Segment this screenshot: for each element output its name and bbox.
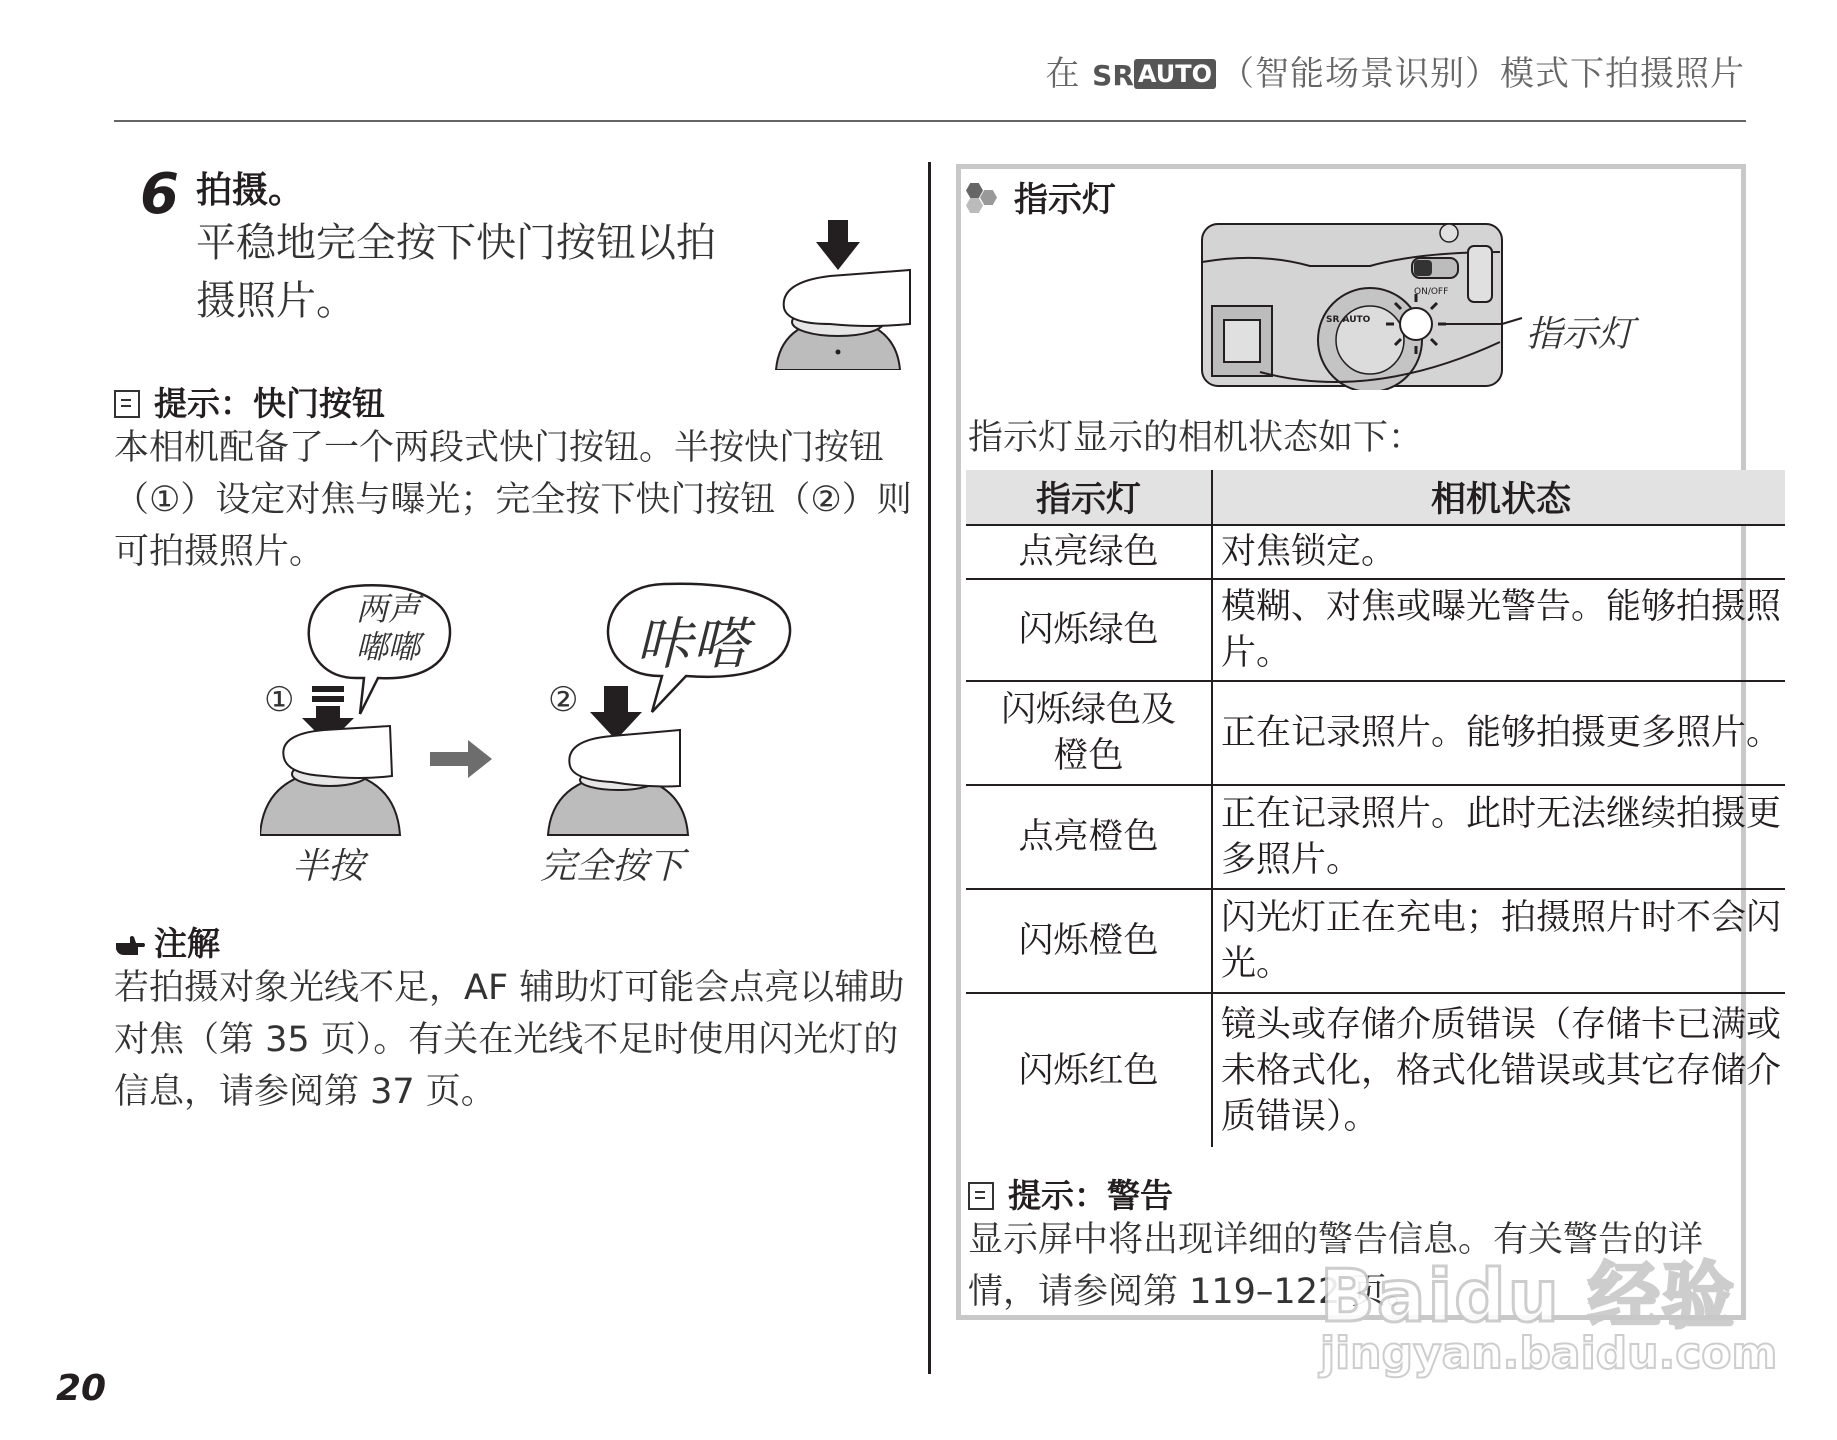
caption-half-press: 半按 (292, 846, 365, 887)
switch-label: ON/OFF (1414, 287, 1449, 297)
lamp-cell: 闪烁绿色及橙色 (966, 681, 1212, 785)
note-heading (114, 918, 220, 965)
tip-shutter-line: 本相机配备了一个两段式快门按钮。半按快门按钮 (114, 428, 885, 468)
running-header (1045, 46, 1745, 95)
lamp-cell: 闪烁橙色 (966, 889, 1212, 993)
table-header-row (966, 470, 1785, 525)
table-row (966, 579, 1785, 681)
tip-shutter-heading (114, 378, 385, 425)
header-sr-badge: SR (1092, 59, 1134, 92)
column-divider (928, 162, 931, 1374)
marker-full-press: ② (548, 680, 579, 720)
tip-note-icon (968, 1182, 994, 1210)
page-number: 20 (56, 1368, 107, 1409)
indicator-box-heading (966, 172, 1116, 221)
tip-warning-title: 提示：警告 (1008, 1176, 1173, 1215)
indicator-status-table (966, 470, 1785, 1147)
marker-half-press: ① (264, 680, 295, 720)
lamp-cell: 闪烁红色 (966, 993, 1212, 1147)
step-body (196, 214, 776, 330)
header-suffix: （智能场景识别）模式下拍摄照片 (1220, 54, 1745, 94)
watermark-url: jingyan.baidu.com (1320, 1328, 1778, 1379)
sequence-arrow (468, 740, 492, 778)
watermark-logo: Baidu 经验 (1320, 1254, 1737, 1338)
step-title: 拍摄。 (196, 170, 305, 211)
note-line: 信息，请参阅第 37 页。 (114, 1072, 496, 1112)
column-header-status: 相机状态 (1212, 470, 1785, 525)
tip-warning-line: 显示屏中将出现详细的警告信息。有关警告的详 (968, 1220, 1704, 1260)
camera-lamp-label: 指示灯 (1526, 314, 1635, 355)
step-body-line: 摄照片。 (196, 278, 356, 324)
table-row (966, 785, 1785, 889)
step-number: 6 (140, 162, 179, 227)
note-title: 注解 (154, 924, 220, 963)
note-line: 若拍摄对象光线不足，AF 辅助灯可能会点亮以辅助 (114, 968, 905, 1008)
finger-shape (784, 270, 910, 326)
press-arrow-shaft (828, 220, 848, 244)
tip-warning-heading (968, 1170, 1173, 1217)
column-header-lamp: 指示灯 (966, 470, 1212, 525)
status-cell: 正在记录照片。此时无法继续拍摄更多照片。 (1212, 785, 1785, 889)
header-prefix: 在 (1045, 54, 1093, 94)
status-cell: 镜头或存储介质错误（存储卡已满或未格式化，格式化错误或其它存储介质错误）。 (1221, 1004, 1782, 1137)
press-arrow-head (816, 242, 860, 270)
finger-left (283, 726, 392, 778)
lamp-cell: 闪烁绿色 (966, 579, 1212, 681)
note-text (114, 962, 914, 1118)
bubble-beep-line: 两声 (356, 590, 421, 628)
tip-shutter-line: 可拍摄照片。 (114, 532, 325, 572)
finger-right (569, 730, 680, 787)
bubble-click-text: 咔嗒 (636, 612, 748, 677)
tip-shutter-line: （①）设定对焦与曝光；完全按下快门按钮（②）则 (114, 480, 912, 520)
camera-top-illustration (1200, 222, 1580, 390)
table-row (966, 681, 1785, 785)
note-line: 对焦（第 35 页）。有关在光线不足时使用闪光灯的 (114, 1020, 899, 1060)
indicator-box-title: 指示灯 (1014, 180, 1116, 220)
status-cell: 正在记录照片。能够拍摄更多照片。 (1212, 681, 1785, 785)
header-auto-badge: AUTO (1134, 59, 1216, 89)
lamp-cell: 点亮绿色 (966, 525, 1212, 579)
caption-full-press: 完全按下 (540, 846, 685, 887)
status-cell: 闪光灯正在充电；拍摄照片时不会闪光。 (1212, 889, 1785, 993)
bubble-beep-text (356, 590, 420, 666)
status-cell: 模糊、对焦或曝光警告。能够拍摄照片。 (1212, 579, 1785, 681)
table-row (966, 889, 1785, 993)
pointing-hand-icon (114, 933, 146, 957)
indicator-lamp (1400, 308, 1432, 340)
shutter-press-illustration (760, 220, 920, 370)
table-row (966, 525, 1785, 579)
tip-warning-line: 情，请参阅第 119–122 页。 (968, 1272, 1422, 1312)
lamp-cell: 点亮橙色 (966, 785, 1212, 889)
tip-shutter-title: 提示：快门按钮 (154, 384, 385, 423)
hexagon-icon (966, 181, 1006, 215)
status-cell: 对焦锁定。 (1212, 525, 1785, 579)
table-row (966, 993, 1785, 1147)
header-rule (114, 120, 1746, 122)
indicator-intro: 指示灯显示的相机状态如下： (968, 418, 1424, 458)
tip-note-icon (114, 390, 140, 418)
tip-shutter-text (114, 422, 914, 578)
dial-label: SR AUTO (1326, 315, 1371, 325)
bubble-beep-line: 嘟嘟 (356, 628, 421, 666)
step-body-line: 平稳地完全按下快门按钮以拍 (196, 220, 716, 266)
